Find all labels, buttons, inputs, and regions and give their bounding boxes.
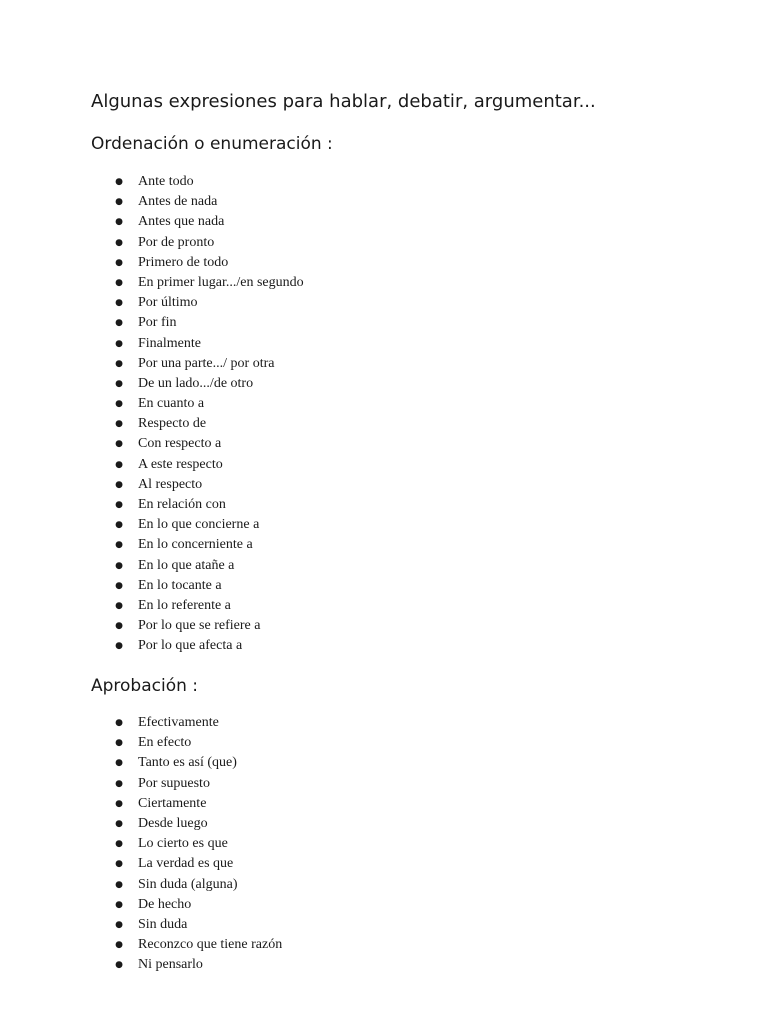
list-item-text: Por una parte.../ por otra	[138, 355, 275, 371]
list-item	[0, 354, 304, 374]
bullet-icon: ●	[115, 217, 123, 228]
list-item-text: Sin duda	[138, 916, 188, 932]
list-item	[0, 253, 304, 273]
bullet-icon: ●	[115, 197, 123, 208]
list-item	[0, 475, 304, 495]
list-item-text: En cuanto a	[138, 396, 205, 412]
list-item-text: En lo que atañe a	[138, 557, 235, 573]
section-heading-ordenacion: Ordenación o enumeración :	[91, 134, 333, 154]
list-item-text: Reconzco que tiene razón	[138, 937, 283, 953]
list-item-text: Primero de todo	[138, 254, 229, 270]
bullet-icon: ●	[115, 358, 123, 369]
list-item	[0, 576, 304, 596]
list-item-text: En lo que concierne a	[138, 517, 260, 533]
list-item	[0, 313, 304, 333]
ordenacion-list	[0, 172, 304, 657]
bullet-icon: ●	[115, 560, 123, 571]
list-item	[0, 616, 304, 636]
list-item-text: En primer lugar.../en segundo	[138, 274, 304, 290]
list-item-text: Por supuesto	[138, 775, 210, 791]
list-item-text: Por fin	[138, 315, 177, 331]
list-item	[0, 233, 304, 253]
list-item-text: A este respecto	[138, 456, 223, 472]
bullet-icon: ●	[115, 919, 123, 930]
list-item	[0, 733, 282, 753]
list-item	[0, 535, 304, 555]
bullet-icon: ●	[115, 378, 123, 389]
list-item	[0, 814, 282, 834]
document-title: Algunas expresiones para hablar, debatir, argumentar...	[91, 91, 596, 112]
list-item-text: Por de pronto	[138, 234, 215, 250]
bullet-icon: ●	[115, 879, 123, 890]
list-item	[0, 774, 282, 794]
list-item	[0, 172, 304, 192]
list-item-text: En efecto	[138, 735, 192, 751]
list-item-text: Finalmente	[138, 335, 201, 351]
list-item	[0, 374, 304, 394]
bullet-icon: ●	[115, 778, 123, 789]
list-item-text: Lo cierto es que	[138, 836, 228, 852]
bullet-icon: ●	[115, 818, 123, 829]
list-item-text: Ciertamente	[138, 795, 207, 811]
bullet-icon: ●	[115, 257, 123, 268]
list-item	[0, 334, 304, 354]
bullet-icon: ●	[115, 399, 123, 410]
list-item	[0, 794, 282, 814]
bullet-icon: ●	[115, 899, 123, 910]
list-item-text: Respecto de	[138, 416, 207, 432]
list-item	[0, 753, 282, 773]
list-item-text: Sin duda (alguna)	[138, 876, 238, 892]
bullet-icon: ●	[115, 718, 123, 728]
bullet-icon: ●	[115, 540, 123, 551]
bullet-icon: ●	[115, 621, 123, 632]
bullet-icon: ●	[115, 237, 123, 248]
bullet-icon: ●	[115, 758, 123, 769]
list-item	[0, 854, 282, 874]
bullet-icon: ●	[115, 600, 123, 611]
list-item	[0, 434, 304, 454]
bullet-icon: ●	[115, 960, 123, 971]
list-item	[0, 212, 304, 232]
bullet-icon: ●	[115, 500, 123, 510]
list-item	[0, 394, 304, 414]
list-item-text: En lo concerniente a	[138, 537, 253, 553]
bullet-icon: ●	[115, 940, 123, 951]
list-item	[0, 414, 304, 434]
list-item	[0, 915, 282, 935]
list-item	[0, 895, 282, 915]
bullet-icon: ●	[115, 298, 123, 309]
bullet-icon: ●	[115, 177, 123, 187]
list-item-text: Por lo que afecta a	[138, 638, 243, 654]
list-item-text: Efectivamente	[138, 715, 219, 730]
list-item-text: Tanto es así (que)	[138, 755, 237, 771]
list-item	[0, 636, 304, 656]
list-item-text: Al respecto	[138, 476, 203, 492]
bullet-icon: ●	[115, 277, 123, 288]
list-item-text: En relación con	[138, 497, 226, 512]
bullet-icon: ●	[115, 479, 123, 490]
list-item-text: Ante todo	[138, 174, 194, 189]
list-item-text: Antes de nada	[138, 194, 218, 210]
list-item	[0, 293, 304, 313]
bullet-icon: ●	[115, 641, 123, 652]
list-item	[0, 515, 304, 535]
bullet-icon: ●	[115, 439, 123, 450]
bullet-icon: ●	[115, 520, 123, 531]
list-item	[0, 955, 282, 975]
list-item	[0, 875, 282, 895]
list-item-text: Desde luego	[138, 815, 208, 831]
aprobacion-list	[0, 713, 282, 975]
list-item-text: En lo referente a	[138, 597, 231, 613]
list-item-text: De un lado.../de otro	[138, 375, 254, 391]
list-item-text: Antes que nada	[138, 214, 225, 230]
list-item-text: Ni pensarlo	[138, 957, 203, 973]
list-item	[0, 455, 304, 475]
list-item	[0, 713, 282, 733]
list-item	[0, 192, 304, 212]
bullet-icon: ●	[115, 798, 123, 809]
list-item-text: Por último	[138, 295, 198, 311]
list-item	[0, 273, 304, 293]
bullet-icon: ●	[115, 859, 123, 870]
list-item-text: La verdad es que	[138, 856, 234, 872]
list-item-text: En lo tocante a	[138, 577, 222, 593]
bullet-icon: ●	[115, 738, 123, 749]
list-item	[0, 495, 304, 515]
list-item	[0, 834, 282, 854]
list-item	[0, 556, 304, 576]
bullet-icon: ●	[115, 580, 123, 591]
list-item-text: De hecho	[138, 896, 192, 912]
bullet-icon: ●	[115, 419, 123, 430]
list-item	[0, 935, 282, 955]
bullet-icon: ●	[115, 338, 123, 349]
section-heading-aprobacion: Aprobación :	[91, 676, 199, 696]
bullet-icon: ●	[115, 318, 123, 329]
bullet-icon: ●	[115, 459, 123, 470]
list-item-text: Con respecto a	[138, 436, 222, 452]
list-item-text: Por lo que se refiere a	[138, 618, 261, 634]
list-item	[0, 596, 304, 616]
bullet-icon: ●	[115, 839, 123, 850]
